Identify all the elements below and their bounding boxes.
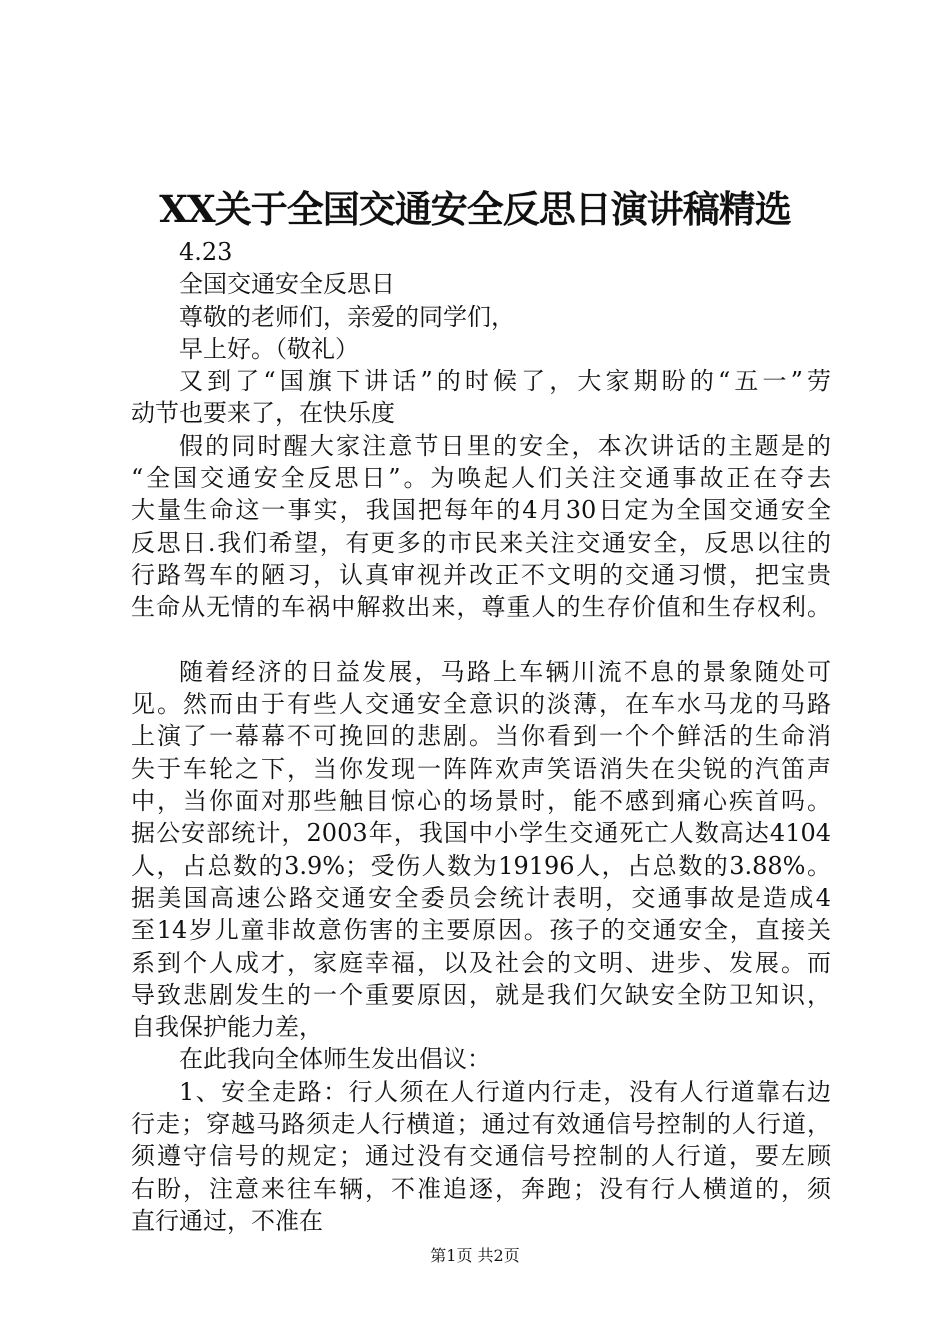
text-line: 导致悲剧发生的一个重要原因，就是我们欠缺安全防卫知识， <box>131 980 831 1009</box>
text-line: 4.23 <box>179 238 233 266</box>
text-line: 早上好。（敬礼） <box>179 334 359 363</box>
text-line: 须遵守信号的规定；通过没有交通信号控制的人行道，要左顾 <box>131 1142 831 1171</box>
text-line: 据公安部统计，2003年，我国中小学生交通死亡人数高达4104 <box>131 819 831 848</box>
blank-line <box>131 624 831 656</box>
text-line: 又到了“国旗下讲话”的时候了，大家期盼的“五一”劳 <box>179 367 831 396</box>
text-line: 自我保护能力差， <box>131 1013 323 1042</box>
text-line: 大量生命这一事实，我国把每年的4月30日定为全国交通安全 <box>131 496 831 525</box>
page-title: XX关于全国交通安全反思日演讲稿精选 <box>159 187 791 231</box>
text-line: 中，当你面对那些触目惊心的场景时，能不感到痛心疾首吗。 <box>131 787 831 816</box>
text-line: 直行通过，不准在 <box>131 1206 323 1235</box>
page-footer: 第1页 共2页 <box>430 1246 520 1265</box>
text-line: 1、安全走路：行人须在人行道内行走，没有人行道靠右边 <box>179 1077 831 1106</box>
text-line: 人，占总数的3.9%；受伤人数为19196人，占总数的3.88%。 <box>131 851 831 880</box>
text-line: 失于车轮之下，当你发现一阵阵欢声笑语消失在尖锐的汽笛声 <box>131 754 831 783</box>
text-line: 右盼，注意来往车辆，不准追逐，奔跑；没有行人横道的，须 <box>131 1174 831 1203</box>
text-line: 生命从无情的车祸中解救出来，尊重人的生存价值和生存权利。 <box>131 593 831 622</box>
text-line: 反思日.我们希望，有更多的市民来关注交通安全，反思以往的 <box>131 528 831 557</box>
body-text <box>131 236 831 1237</box>
text-line: “全国交通安全反思日”。为唤起人们关注交通事故正在夺去 <box>131 464 831 493</box>
text-line: 全国交通安全反思日 <box>179 270 395 299</box>
text-line: 随着经济的日益发展，马路上车辆川流不息的景象随处可 <box>179 657 831 686</box>
text-line: 行走；穿越马路须走人行横道；通过有效通信号控制的人行道， <box>131 1110 831 1139</box>
text-line: 动节也要来了，在快乐度 <box>131 399 395 428</box>
text-line: 上演了一幕幕不可挽回的悲剧。当你看到一个个鲜活的生命消 <box>131 722 831 751</box>
text-line: 系到个人成才，家庭幸福，以及社会的文明、进步、发展。而 <box>131 948 831 977</box>
text-line: 在此我向全体师生发出倡议： <box>179 1045 491 1074</box>
text-line: 行路驾车的陋习，认真审视并改正不文明的交通习惯，把宝贵 <box>131 560 831 589</box>
text-line: 见。然而由于有些人交通安全意识的淡薄，在车水马龙的马路 <box>131 690 831 719</box>
text-line: 据美国高速公路交通安全委员会统计表明，交通事故是造成4 <box>131 883 831 912</box>
text-line: 假的同时醒大家注意节日里的安全，本次讲话的主题是的 <box>179 431 831 460</box>
text-line: 至14岁儿童非故意伤害的主要原因。孩子的交通安全，直接关 <box>131 916 831 945</box>
text-line: 尊敬的老师们，亲爱的同学们， <box>179 302 515 331</box>
